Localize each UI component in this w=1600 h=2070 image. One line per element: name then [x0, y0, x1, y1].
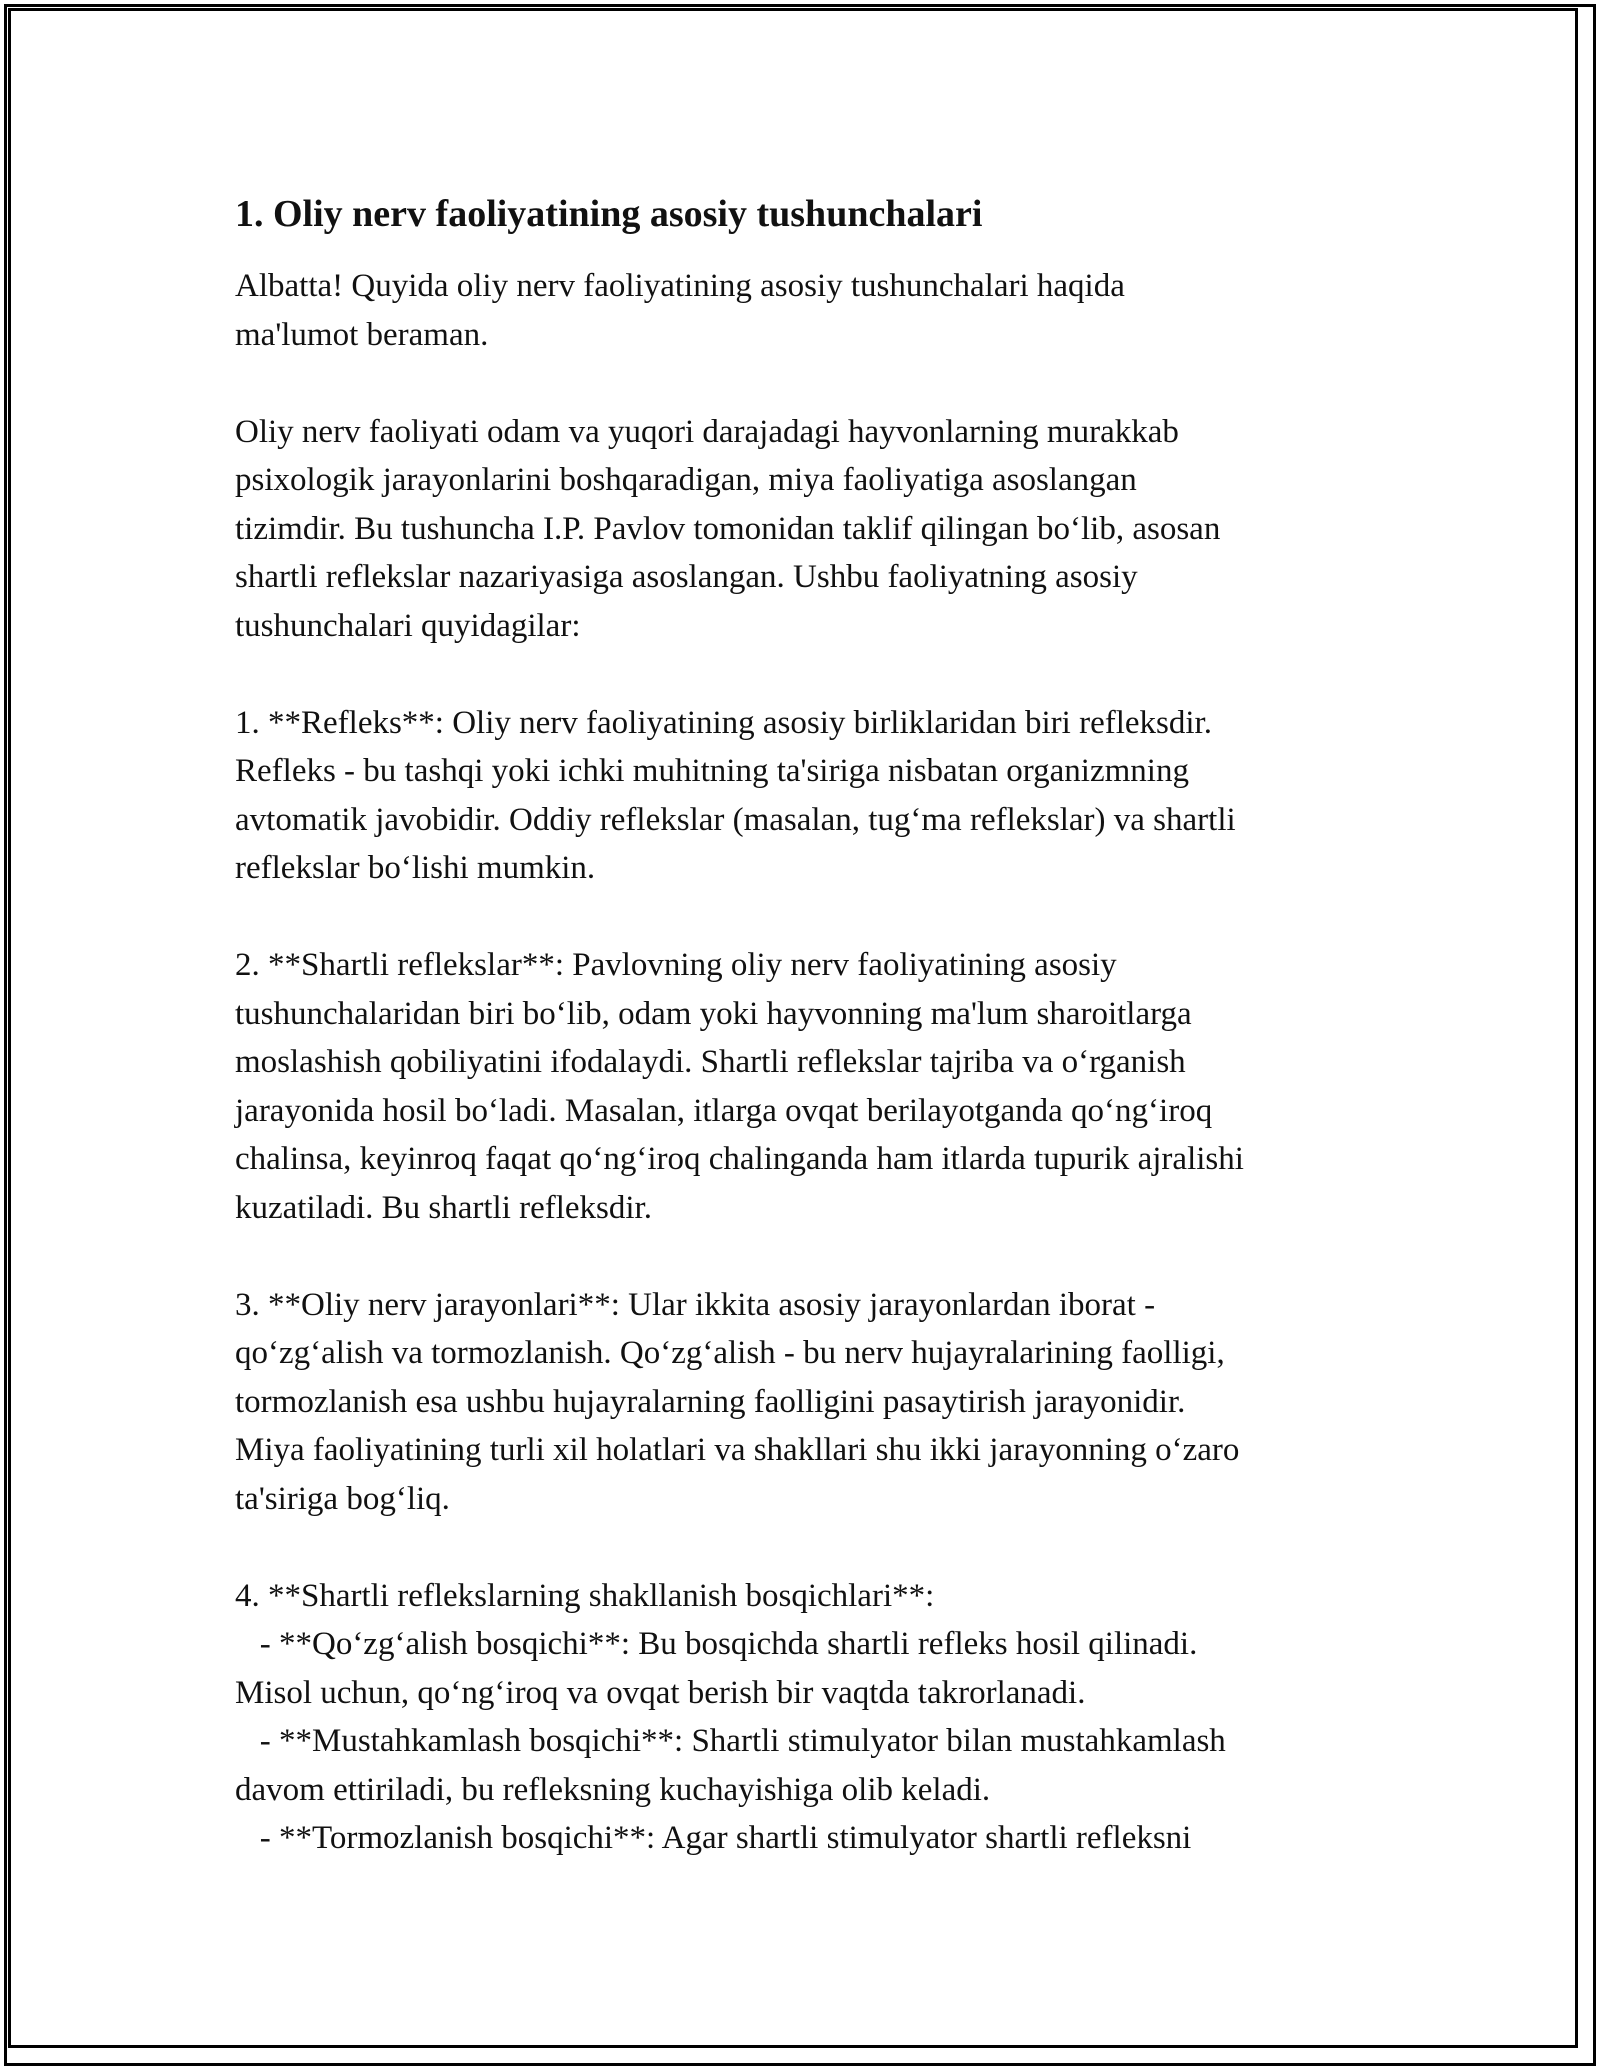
text-line: ta'siriga bog‘liq.: [235, 1480, 450, 1517]
paragraph: [235, 941, 1365, 1232]
text-line: Albatta! Quyida oliy nerv faoliyatining asosiy tushunchalari haqida: [235, 268, 1125, 304]
text-line: reflekslar bo‘lishi mumkin.: [235, 850, 596, 886]
text-line: tushunchalaridan biri bo‘lib, odam yoki hayvonning ma'lum sharoitlarga: [235, 995, 1192, 1032]
paragraph-gap: [235, 1523, 1365, 1572]
text-line: - **Tormozlanish bosqichi**: Agar shartli stimulyator shartli refleksni: [235, 1820, 1192, 1856]
text-line: 1. **Refleks**: Oliy nerv faoliyatining asosiy birliklaridan biri refleksdir.: [235, 704, 1212, 741]
text-line: qo‘zg‘alish va tormozlanish. Qo‘zg‘alish - bu nerv hujayralarining faolligi,: [235, 1335, 1225, 1371]
text-line: - **Mustahkamlash bosqichi**: Shartli stimulyator bilan mustahkamlash: [235, 1723, 1226, 1759]
text-line: Miya faoliyatining turli xil holatlari va shakllari shu ikki jarayonning o‘zaro: [235, 1432, 1240, 1468]
text-line: kuzatiladi. Bu shartli refleksdir.: [235, 1189, 652, 1226]
text-line: jarayonida hosil bo‘ladi. Masalan, itlarga ovqat berilayotganda qo‘ng‘iroq: [235, 1092, 1213, 1129]
text-line: avtomatik javobidir. Oddiy reflekslar (masalan, tug‘ma reflekslar) va shartli: [235, 801, 1236, 838]
text-line: tormozlanish esa ushbu hujayralarning faolligini pasaytirish jarayonidir.: [235, 1383, 1186, 1420]
text-line: Misol uchun, qo‘ng‘iroq va ovqat berish bir vaqtda takrorlanadi.: [235, 1674, 1086, 1711]
paragraph: [235, 408, 1365, 651]
paragraph-container: [235, 262, 1365, 1863]
paragraph: [235, 699, 1365, 893]
document-body: [235, 186, 1365, 1863]
text-line: - **Qo‘zg‘alish bosqichi**: Bu bosqichda shartli refleks hosil qilinadi.: [235, 1626, 1198, 1662]
section-heading: 1. Oliy nerv faoliyatining asosiy tushunchalari: [235, 193, 983, 235]
text-line: 3. **Oliy nerv jarayonlari**: Ular ikkita asosiy jarayonlardan iborat -: [235, 1286, 1156, 1323]
text-line: 4. **Shartli reflekslarning shakllanish bosqichlari**:: [235, 1577, 935, 1614]
paragraph-gap: [235, 650, 1365, 699]
text-line: psixologik jarayonlarini boshqaradigan, miya faoliyatiga asoslangan: [235, 462, 1137, 498]
text-line: tushunchalari quyidagilar:: [235, 607, 581, 644]
paragraph-gap: [235, 893, 1365, 942]
text-line: ma'lumot beraman.: [235, 316, 489, 353]
text-line: moslashish qobiliyatini ifodalaydi. Shartli reflekslar tajriba va o‘rganish: [235, 1044, 1186, 1080]
text-line: 2. **Shartli reflekslar**: Pavlovning oliy nerv faoliyatining asosiy: [235, 947, 1117, 983]
paragraph-gap: [235, 1232, 1365, 1281]
text-line: shartli reflekslar nazariyasiga asoslangan. Ushbu faoliyatning asosiy: [235, 559, 1138, 595]
text-line: chalinsa, keyinroq faqat qo‘ng‘iroq chalinganda ham itlarda tupurik ajralishi: [235, 1141, 1244, 1177]
paragraph: [235, 1281, 1365, 1524]
paragraph: [235, 262, 1365, 359]
paragraph-gap: [235, 359, 1365, 408]
text-line: Oliy nerv faoliyati odam va yuqori darajadagi hayvonlarning murakkab: [235, 413, 1179, 450]
text-line: tizimdir. Bu tushuncha I.P. Pavlov tomonidan taklif qilingan bo‘lib, asosan: [235, 510, 1221, 547]
text-line: davom ettiriladi, bu refleksning kuchayishiga olib keladi.: [235, 1771, 991, 1808]
text-line: Refleks - bu tashqi yoki ichki muhitning ta'siriga nisbatan organizmning: [235, 753, 1189, 789]
paragraph: [235, 1572, 1365, 1863]
